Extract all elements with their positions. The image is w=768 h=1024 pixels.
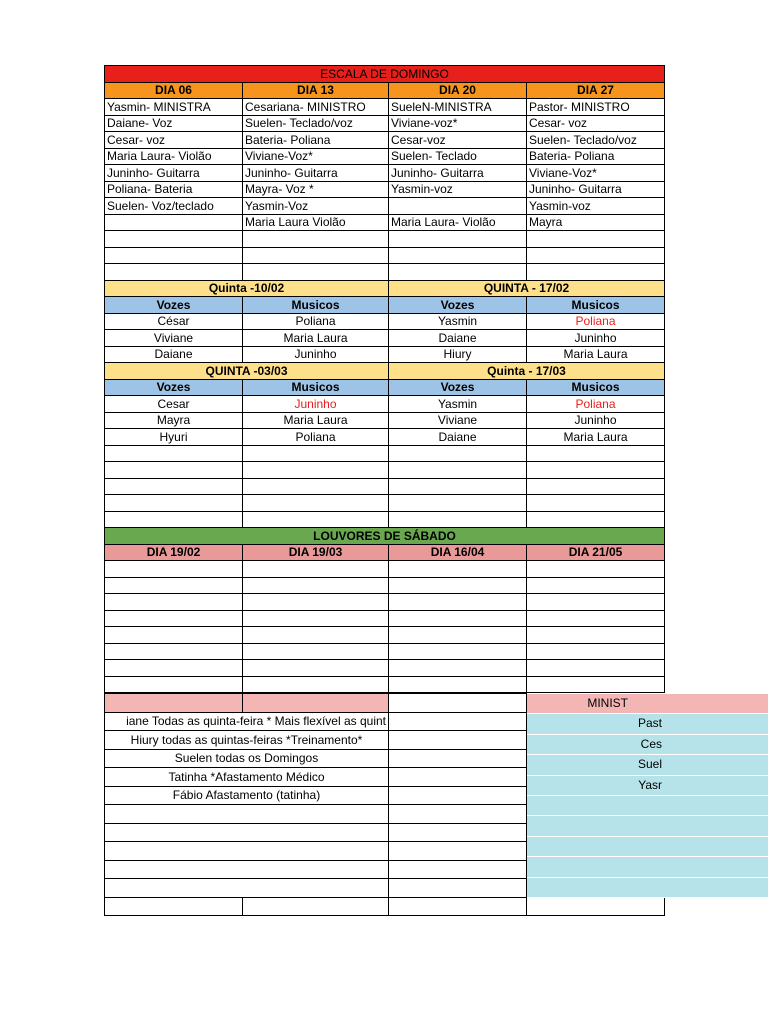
cell[interactable]: Mayra xyxy=(527,214,665,231)
domingo-header-cell[interactable]: DIA 20 xyxy=(389,82,527,99)
quinta1-left-title[interactable]: Quinta -10/02 xyxy=(105,280,389,297)
cell[interactable] xyxy=(527,577,665,594)
col-header-vozes[interactable]: Vozes xyxy=(389,379,527,396)
cell[interactable] xyxy=(389,478,527,495)
empty-row xyxy=(105,495,665,512)
col-header-musicos[interactable]: Musicos xyxy=(527,297,665,314)
cell[interactable] xyxy=(389,694,527,713)
cell[interactable]: SueleN-MINISTRA xyxy=(389,99,527,116)
cell[interactable] xyxy=(389,610,527,627)
domingo-title[interactable]: ESCALA DE DOMINGO xyxy=(105,66,665,83)
cell[interactable] xyxy=(389,731,527,750)
cell[interactable] xyxy=(527,495,665,512)
cell[interactable]: Cesar- voz xyxy=(527,115,665,132)
cell[interactable] xyxy=(243,643,389,660)
cell[interactable] xyxy=(527,594,665,611)
table-row xyxy=(105,429,665,446)
empty-cell[interactable] xyxy=(527,796,768,816)
table-row xyxy=(105,396,665,413)
cell[interactable]: Yasmin- MINISTRA xyxy=(105,99,243,116)
table-row xyxy=(105,165,665,182)
cell[interactable]: Juninho- Guitarra xyxy=(243,165,389,182)
domingo-header-cell[interactable]: DIA 13 xyxy=(243,82,389,99)
note-text[interactable]: Fábio Afastamento (tatinha) xyxy=(105,786,389,805)
cell[interactable]: Viviane-Voz* xyxy=(527,165,665,182)
empty-row xyxy=(105,676,665,693)
cell[interactable]: Viviane-voz* xyxy=(389,115,527,132)
sabado-title[interactable]: LOUVORES DE SÁBADO xyxy=(105,528,665,545)
cell[interactable] xyxy=(105,610,243,627)
col-header-musicos[interactable]: Musicos xyxy=(243,297,389,314)
cell[interactable]: Bateria- Poliana xyxy=(527,148,665,165)
cell[interactable] xyxy=(527,627,665,644)
cell[interactable]: Juninho- Guitarra xyxy=(389,165,527,182)
cell[interactable] xyxy=(389,842,527,861)
cell[interactable] xyxy=(105,264,243,281)
cell[interactable] xyxy=(243,694,389,713)
cell[interactable] xyxy=(389,768,527,787)
ministro-item[interactable]: Suel xyxy=(527,755,768,775)
empty-row xyxy=(105,643,665,660)
cell[interactable] xyxy=(105,577,243,594)
cell[interactable]: Juninho- Guitarra xyxy=(105,165,243,182)
cell[interactable] xyxy=(243,627,389,644)
cell[interactable] xyxy=(105,627,243,644)
cell[interactable]: Poliana xyxy=(527,313,665,330)
cell[interactable] xyxy=(243,462,389,479)
cell[interactable] xyxy=(389,749,527,768)
cell[interactable]: Yasmin xyxy=(389,313,527,330)
cell[interactable]: Maria Laura xyxy=(243,412,389,429)
cell[interactable] xyxy=(243,495,389,512)
cell[interactable]: Poliana xyxy=(243,313,389,330)
cell[interactable] xyxy=(105,478,243,495)
cell[interactable] xyxy=(105,511,243,528)
cell[interactable]: Juninho xyxy=(243,346,389,363)
cell[interactable] xyxy=(243,445,389,462)
cell[interactable] xyxy=(527,561,665,578)
cell[interactable] xyxy=(527,897,665,916)
cell[interactable]: Yasmin-voz xyxy=(389,181,527,198)
cell[interactable] xyxy=(105,805,389,824)
quinta1-right-title[interactable]: QUINTA - 17/02 xyxy=(389,280,665,297)
cell[interactable]: Juninho- Guitarra xyxy=(527,181,665,198)
empty-cell[interactable] xyxy=(527,816,768,836)
cell[interactable]: Daiane xyxy=(389,330,527,347)
cell[interactable] xyxy=(243,577,389,594)
ministro-item[interactable]: Yasr xyxy=(527,776,768,796)
cell[interactable]: Viviane-Voz* xyxy=(243,148,389,165)
table-row xyxy=(105,330,665,347)
cell[interactable] xyxy=(527,462,665,479)
cell[interactable] xyxy=(243,610,389,627)
cell[interactable]: Maria Laura- Violão xyxy=(389,214,527,231)
sabado-header-cell[interactable]: DIA 19/03 xyxy=(243,544,389,561)
note-text[interactable]: Tatinha *Afastamento Médico xyxy=(105,768,389,787)
cell[interactable]: Suelen- Voz/teclado xyxy=(105,198,243,215)
table-row xyxy=(105,412,665,429)
cell[interactable] xyxy=(105,643,243,660)
empty-row xyxy=(105,462,665,479)
empty-row xyxy=(105,660,665,677)
cell[interactable] xyxy=(527,264,665,281)
cell[interactable]: Viviane xyxy=(105,330,243,347)
empty-row xyxy=(105,577,665,594)
cell[interactable] xyxy=(389,879,527,898)
quinta1-header-row xyxy=(105,297,665,314)
cell[interactable] xyxy=(105,594,243,611)
cell[interactable] xyxy=(389,712,527,731)
cell[interactable] xyxy=(243,676,389,693)
quinta1-title-row xyxy=(105,280,665,297)
sabado-header-cell[interactable]: DIA 19/02 xyxy=(105,544,243,561)
cell[interactable] xyxy=(389,823,527,842)
cell[interactable] xyxy=(389,511,527,528)
col-header-musicos[interactable]: Musicos xyxy=(243,379,389,396)
cell[interactable]: Maria Laura xyxy=(527,429,665,446)
cell[interactable]: Juninho xyxy=(243,396,389,413)
cell[interactable]: Cesar-voz xyxy=(389,132,527,149)
cell[interactable] xyxy=(105,247,243,264)
empty-row xyxy=(105,445,665,462)
cell[interactable]: Bateria- Poliana xyxy=(243,132,389,149)
sabado-header-row xyxy=(105,544,665,561)
col-header-vozes[interactable]: Vozes xyxy=(105,379,243,396)
cell[interactable]: Poliana xyxy=(243,429,389,446)
cell[interactable]: Maria Laura- Violão xyxy=(105,148,243,165)
col-header-vozes[interactable]: Vozes xyxy=(105,297,243,314)
empty-row xyxy=(105,247,665,264)
cell[interactable]: Daiane- Voz xyxy=(105,115,243,132)
cell[interactable] xyxy=(243,264,389,281)
cell[interactable] xyxy=(105,462,243,479)
quinta2-right-title[interactable]: Quinta - 17/03 xyxy=(389,363,665,380)
cell[interactable] xyxy=(389,660,527,677)
sabado-header-cell[interactable]: DIA 21/05 xyxy=(527,544,665,561)
cell[interactable]: César xyxy=(105,313,243,330)
ministros-column xyxy=(527,694,768,898)
table-row xyxy=(105,198,665,215)
cell[interactable] xyxy=(527,676,665,693)
cell[interactable] xyxy=(527,445,665,462)
cell[interactable] xyxy=(105,842,389,861)
cell[interactable] xyxy=(105,879,389,898)
cell[interactable]: Maria Laura xyxy=(243,330,389,347)
table-row xyxy=(105,181,665,198)
col-header-musicos[interactable]: Musicos xyxy=(527,379,665,396)
cell[interactable] xyxy=(389,897,527,916)
cell[interactable] xyxy=(389,577,527,594)
cell[interactable] xyxy=(105,660,243,677)
empty-cell[interactable] xyxy=(527,878,768,898)
cell[interactable]: Mayra xyxy=(105,412,243,429)
cell[interactable] xyxy=(105,231,243,248)
cell[interactable] xyxy=(389,231,527,248)
cell[interactable]: Poliana xyxy=(527,396,665,413)
cell[interactable] xyxy=(389,860,527,879)
table-row xyxy=(105,214,665,231)
cell[interactable] xyxy=(243,231,389,248)
cell[interactable]: Yasmin-voz xyxy=(527,198,665,215)
cell[interactable]: Hiury xyxy=(389,346,527,363)
table-row xyxy=(105,99,665,116)
cell[interactable]: Pastor- MINISTRO xyxy=(527,99,665,116)
cell[interactable] xyxy=(389,643,527,660)
domingo-header-cell[interactable]: DIA 06 xyxy=(105,82,243,99)
cell[interactable]: Maria Laura Violão xyxy=(243,214,389,231)
cell[interactable] xyxy=(105,860,389,879)
cell[interactable] xyxy=(243,594,389,611)
cell[interactable] xyxy=(527,511,665,528)
cell[interactable]: Maria Laura xyxy=(527,346,665,363)
table-row xyxy=(105,148,665,165)
cell[interactable] xyxy=(527,478,665,495)
cell[interactable] xyxy=(389,462,527,479)
quinta2-header-row xyxy=(105,379,665,396)
note-text[interactable]: iane Todas as quinta-feira * Mais flexível as quint xyxy=(105,712,389,731)
empty-row xyxy=(105,511,665,528)
cell[interactable] xyxy=(105,214,243,231)
cell[interactable] xyxy=(105,495,243,512)
cell[interactable] xyxy=(527,231,665,248)
cell[interactable] xyxy=(105,561,243,578)
empty-cell[interactable] xyxy=(527,837,768,857)
cell[interactable] xyxy=(389,676,527,693)
cell[interactable]: Suelen- Teclado/voz xyxy=(527,132,665,149)
col-header-vozes[interactable]: Vozes xyxy=(389,297,527,314)
cell[interactable] xyxy=(105,823,389,842)
cell[interactable] xyxy=(243,561,389,578)
empty-cell[interactable] xyxy=(527,857,768,877)
cell[interactable] xyxy=(243,247,389,264)
table-row xyxy=(105,115,665,132)
cell[interactable] xyxy=(243,478,389,495)
sabado-title-row xyxy=(105,528,665,545)
cell[interactable] xyxy=(527,247,665,264)
cell[interactable]: Suelen- Teclado xyxy=(389,148,527,165)
empty-row xyxy=(105,897,665,916)
cell[interactable]: Yasmin-Voz xyxy=(243,198,389,215)
cell[interactable] xyxy=(527,610,665,627)
cell[interactable] xyxy=(105,694,243,713)
table-row xyxy=(105,346,665,363)
domingo-header-cell[interactable]: DIA 27 xyxy=(527,82,665,99)
empty-row xyxy=(105,264,665,281)
empty-row xyxy=(105,478,665,495)
cell[interactable] xyxy=(389,805,527,824)
cell[interactable] xyxy=(105,676,243,693)
cell[interactable] xyxy=(105,445,243,462)
quinta2-left-title[interactable]: QUINTA -03/03 xyxy=(105,363,389,380)
cell[interactable]: Juninho xyxy=(527,412,665,429)
table-row xyxy=(105,132,665,149)
cell[interactable]: Cesar xyxy=(105,396,243,413)
cell[interactable] xyxy=(243,897,389,916)
cell[interactable] xyxy=(389,627,527,644)
cell[interactable] xyxy=(389,561,527,578)
ministro-item[interactable]: Past xyxy=(527,714,768,734)
schedule-table xyxy=(104,65,665,693)
cell[interactable]: Daiane xyxy=(389,429,527,446)
cell[interactable] xyxy=(389,445,527,462)
domingo-title-row xyxy=(105,66,665,83)
note-text[interactable]: Suelen todas os Domingos xyxy=(105,749,389,768)
domingo-header-row xyxy=(105,82,665,99)
cell[interactable]: Suelen- Teclado/voz xyxy=(243,115,389,132)
cell[interactable] xyxy=(105,897,243,916)
cell[interactable]: Yasmin xyxy=(389,396,527,413)
empty-row xyxy=(105,561,665,578)
cell[interactable] xyxy=(527,660,665,677)
quinta2-title-row xyxy=(105,363,665,380)
empty-row xyxy=(105,231,665,248)
cell[interactable] xyxy=(389,786,527,805)
note-text[interactable]: Hiury todas as quintas-feiras *Treinamento* xyxy=(105,731,389,750)
cell[interactable]: Mayra- Voz * xyxy=(243,181,389,198)
cell[interactable]: Cesariana- MINISTRO xyxy=(243,99,389,116)
cell[interactable] xyxy=(389,594,527,611)
cell[interactable]: Cesar- voz xyxy=(105,132,243,149)
cell[interactable]: Poliana- Bateria xyxy=(105,181,243,198)
cell[interactable] xyxy=(389,247,527,264)
cell[interactable]: Hyuri xyxy=(105,429,243,446)
empty-row xyxy=(105,610,665,627)
cell[interactable] xyxy=(389,264,527,281)
cell[interactable] xyxy=(243,660,389,677)
ministro-item[interactable]: Ces xyxy=(527,735,768,755)
cell[interactable]: Daiane xyxy=(105,346,243,363)
sabado-header-cell[interactable]: DIA 16/04 xyxy=(389,544,527,561)
ministros-title[interactable]: MINIST xyxy=(527,694,768,714)
cell[interactable] xyxy=(389,495,527,512)
table-row xyxy=(105,313,665,330)
empty-row xyxy=(105,594,665,611)
cell[interactable] xyxy=(527,643,665,660)
empty-row xyxy=(105,627,665,644)
cell[interactable] xyxy=(389,198,527,215)
cell[interactable]: Juninho xyxy=(527,330,665,347)
cell[interactable] xyxy=(243,511,389,528)
cell[interactable]: Viviane xyxy=(389,412,527,429)
